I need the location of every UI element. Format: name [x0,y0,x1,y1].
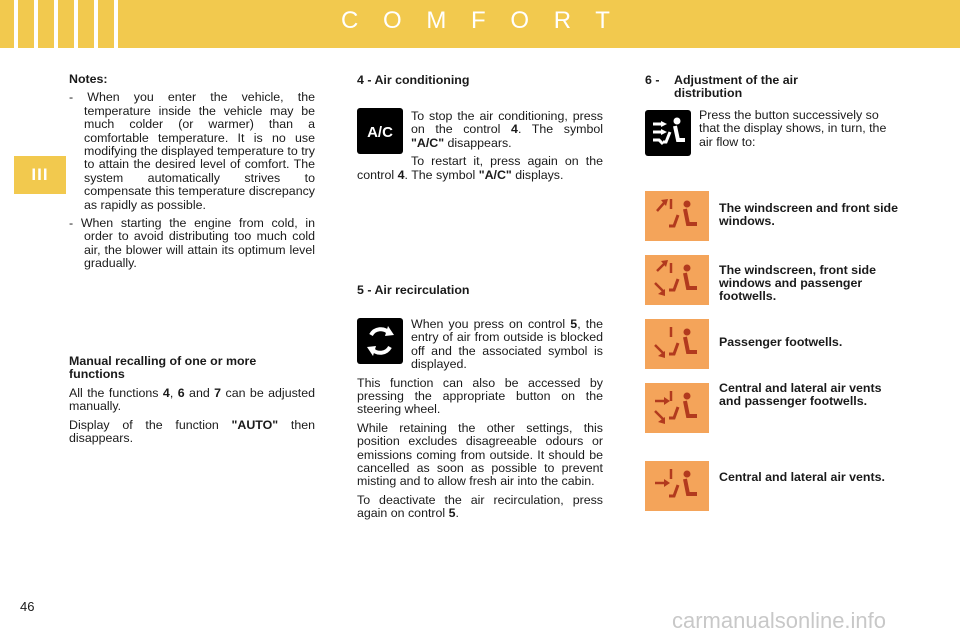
ac-heading: 4 - Air conditioning [357,73,470,87]
page-title: C O M F O R T [341,7,619,34]
option-vents-footwells: Central and lateral air vents and passenger footwells. [719,381,882,409]
note-2: - When starting the engine from cold, in order to avoid distributing too much cold air, the blower will attain its optimum level gradually. [69,216,315,271]
recirc-paragraph-2: This function can also be accessed by pressing the appropriate button on the steering wheel. [357,375,603,417]
notes-section [69,73,315,276]
recirc-paragraph-1: When you press on control 5, the entry of air from outside is blocked off and the associated symbol is displayed. [411,317,603,372]
watermark: carmanualsonline.info [672,608,887,633]
recirc-heading: 5 - Air recirculation [357,283,470,297]
windscreen-footwell-vent-icon [645,255,709,305]
recirc-text [357,318,603,526]
manual-recall-section [69,355,315,450]
distribution-heading: 6 - Adjustment of the air distribution [645,73,798,101]
distribution-intro: Press the button successively so that the display shows, in turn, the air flow to: [699,108,887,149]
vents-footwell-icon [645,383,709,433]
recirc-paragraph-3: While retaining the other settings, this position excludes disagreeable odours or emissions coming from outside. It should be cancelled as soon as possible to prevent misting and to allow fresh air into the cabin. [357,420,603,489]
option-windscreen-footwells: The windscreen, front side windows and passenger footwells. [719,263,876,304]
air-distribution-icon [645,110,691,156]
manual-paragraph-1: All the functions 4, 6 and 7 can be adjusted manually. [69,385,316,414]
ac-paragraph-1: To stop the air conditioning, press on the control 4. The symbol "A/C" disappears. [411,109,603,150]
svg-text:A/C: A/C [367,124,393,141]
option-windscreen: The windscreen and front side windows. [719,201,899,229]
recirc-paragraph-4: To deactivate the air recirculation, press again on control 5. [357,492,603,521]
ac-paragraph-2: To restart it, press again on the control 4. The symbol "A/C" displays. [357,154,603,182]
manual-heading: Manual recalling of one or more functions [69,354,257,382]
chapter-tab: III [14,156,66,194]
central-vents-icon [645,461,709,511]
option-footwells: Passenger footwells. [719,335,843,349]
ac-text [357,110,603,187]
page-header [0,0,960,48]
note-1: - When you enter the vehicle, the temperature inside the vehicle may be much colder (or warmer) than a comfortable temperature. It is no use modifying the displayed temperature to try to attain the desired level of comfort. The system automatically strives to compensate this temperature discrepancy as rapidly as possible. [69,90,315,212]
windscreen-vent-icon [645,191,709,241]
page-number: 46 [20,599,35,614]
footwell-vent-icon [645,319,709,369]
option-central-vents: Central and lateral air vents. [719,470,885,484]
notes-heading: Notes: [69,72,108,86]
manual-paragraph-2: Display of the function "AUTO" then disappears. [69,417,316,446]
